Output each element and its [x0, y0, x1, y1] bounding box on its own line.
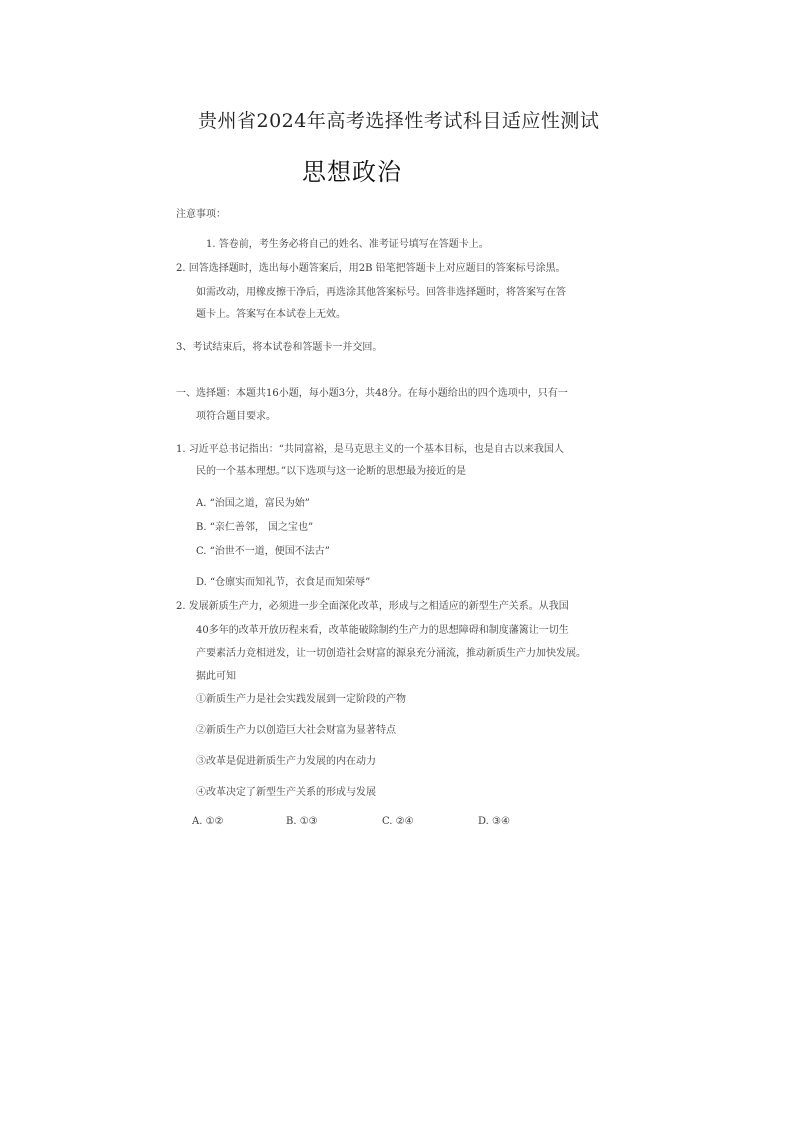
question-2-stem-cont-2: 产要素活力竞相迸发，让一切创造社会财富的源泉充分涌流，推动新质生产力加快发展。 [196, 648, 586, 659]
question-1-option-a: A. “治国之道，富民为始” [196, 498, 310, 509]
question-2-statement-2: ②新质生产力以创造巨大社会财富为显著特点 [196, 725, 396, 736]
notice-heading: 注意事项： [176, 209, 226, 220]
question-2-stem: 2. 发展新质生产力，必须进一步全面深化改革，形成与之相适应的新型生产关系。从我国 [176, 601, 569, 612]
question-1-option-b: B. “亲仁善邻， 国之宝也” [196, 522, 314, 533]
subject-title: 思想政治 [302, 158, 402, 186]
exam-title: 贵州省2024年高考选择性考试科目适应性测试 [198, 110, 600, 132]
question-2-choice-c: C. ②④ [382, 816, 414, 827]
notice-item-1: 1. 答卷前，考生务必将自己的姓名、准考证号填写在答题卡上。 [206, 239, 489, 250]
question-2-choices [192, 815, 532, 831]
section-heading: 一、选择题：本题共16小题，每小题3分，共48分。在每小题给出的四个选项中，只有一 [176, 388, 568, 399]
section-heading-cont: 项符合题目要求。 [196, 411, 276, 422]
question-2-stem-cont-1: 40多年的改革开放历程来看，改革能破除制约生产力的思想障碍和制度藩篱让一切生 [196, 625, 569, 636]
question-1-stem: 1. 习近平总书记指出：“共同富裕，是马克思主义的一个基本目标，也是自古以来我国人 [176, 444, 564, 455]
question-2-stem-cont-3: 据此可知 [196, 671, 236, 682]
question-1-option-c: C. “治世不一道，便国不法古” [196, 546, 330, 557]
notice-item-2-cont-2: 题卡上。答案写在本试卷上无效。 [196, 309, 346, 320]
question-2-statement-3: ③改革是促进新质生产力发展的内在动力 [196, 756, 376, 767]
notice-item-3: 3、考试结束后，将本试卷和答题卡一并交回。 [176, 342, 383, 353]
question-2-choice-b: B. ①③ [286, 816, 318, 827]
question-2-statement-1: ①新质生产力是社会实践发展到一定阶段的产物 [196, 694, 406, 705]
question-2-choice-a: A. ①② [192, 816, 224, 827]
notice-item-2: 2. 回答选择题时，选出每小题答案后，用2B 铅笔把答题卡上对应题目的答案标号涂黑。 [176, 263, 566, 274]
question-2-statement-4: ④改革决定了新型生产关系的形成与发展 [196, 787, 376, 798]
question-2-choice-d: D. ③④ [478, 816, 510, 827]
notice-item-2-cont-1: 如需改动，用橡皮擦干净后，再选涂其他答案标号。回答非选择题时，将答案写在答 [196, 287, 566, 298]
question-1-stem-cont: 民的一个基本理想。”以下选项与这一论断的思想最为接近的是 [196, 466, 467, 477]
question-1-option-d: D. “仓廪实而知礼节，衣食足而知荣辱” [196, 577, 371, 588]
